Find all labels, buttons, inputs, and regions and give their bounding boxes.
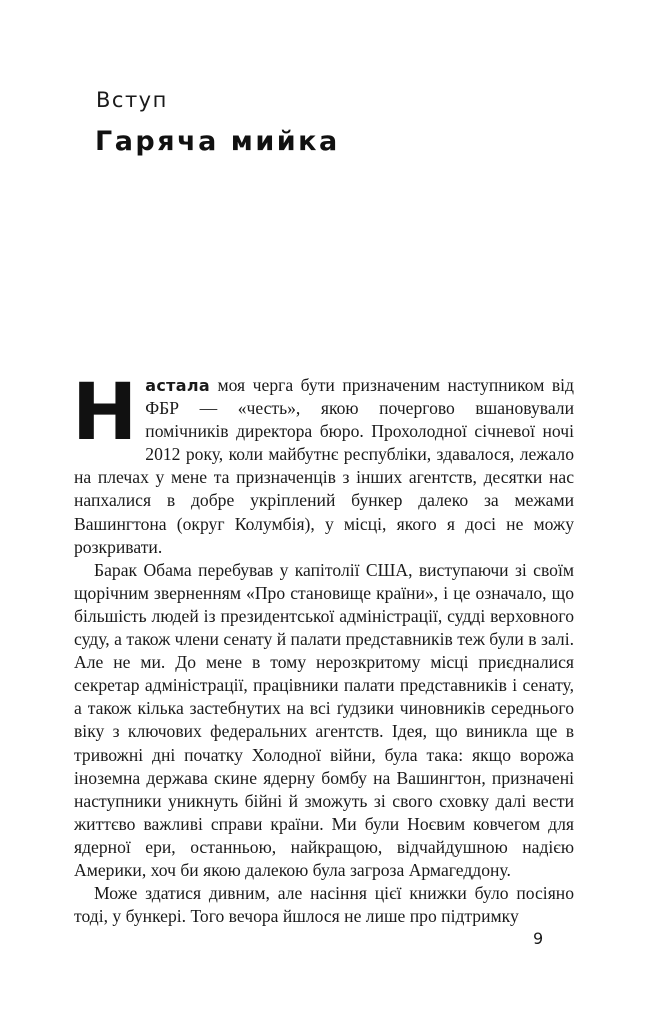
paragraph-3: Може здатися дивним, але насіння цієї книжки було посіяно тоді, у бункері. Того вечора йшлося не лише про підтримку [74,883,574,927]
page-number: 9 [533,929,544,948]
chapter-title: Гаряча мийка [95,126,340,157]
paragraph-2: Барак Обама перебував у капітолії США, виступаючи зі своїм щорічним зверненням «Про становище країни», і це означало, що більшість людей із президентської адміністрації, судді верховного суду, а також члени сенату й палати представників теж були в залі. Але не ми. До мене в тому нерозкритому місці приєдналися секретар адміністрації, працівники палати представників і сенату, а також кілька застебнутих на всі ґудзики чиновників середнього віку з ключових федеральних агентств. Ідея, що виникла ще в тривожні дні початку Холодної війни, була така: якщо ворожа іноземна держава скине ядерну бомбу на Вашингтон, призначені наступники уникнуть бійні й зможуть зі свого сховку далі вести життєво важливі справи країни. Ми були Ноєвим ковчегом для ядерної ери, останньою, найкращою, відчайдушною надією Америки, хоч би якою далекою була загроза Армагеддону. [74,559,574,880]
chapter-label: Вступ [96,88,168,112]
paragraph-1 [72,368,574,559]
paragraph-1-text: моя черга бути призначеним наступником від ФБР — «честь», якою почергово вшановували помічників директора бюро. Прохолодної січневої ночі 2012 року, коли майбутнє республіки, здавалося, лежало на плечах у мене та призначенців з інших агентств, десятки нас напхалися в добре укріплений бункер далеко за межами Вашингтона (округ Колумбія), у місці, якого я досі не можу розкривати. [74,375,574,557]
body-text [72,368,574,928]
drop-cap: Н [72,368,138,458]
lead-word: астала [145,376,210,395]
